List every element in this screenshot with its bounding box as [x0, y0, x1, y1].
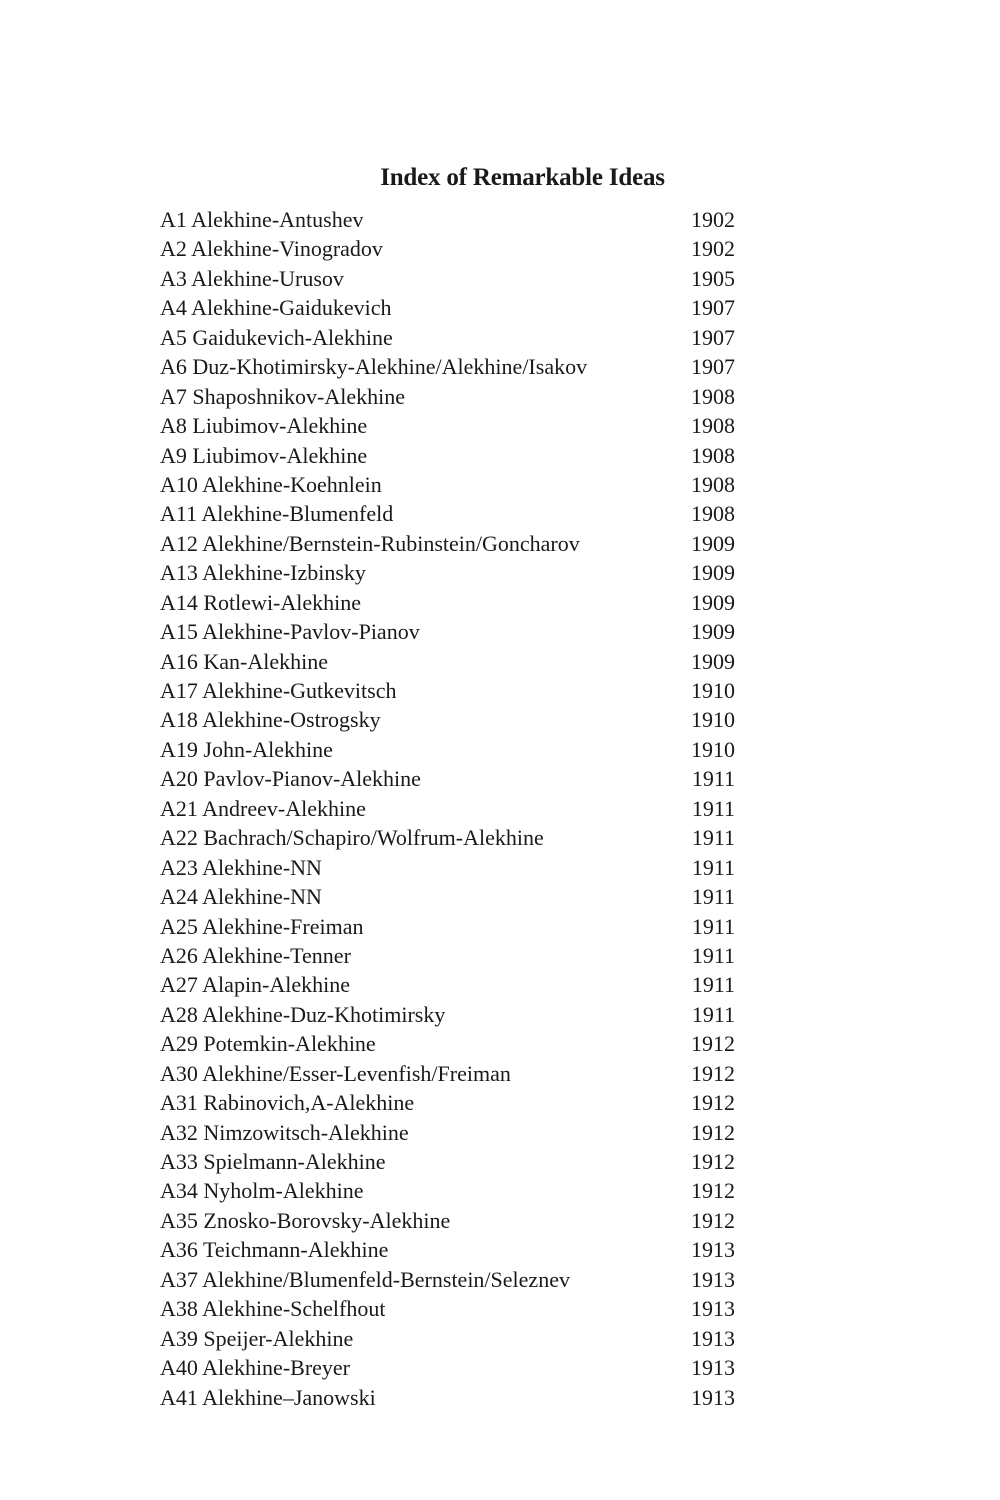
entry-game: A39 Speijer-Alekhine	[160, 1325, 354, 1351]
entry-game: A22 Bachrach/Schapiro/Wolfrum-Alekhine	[160, 825, 544, 851]
entry-game: A6 Duz-Khotimirsky-Alekhine/Alekhine/Isakov	[160, 354, 588, 380]
entry-game: A7 Shaposhnikov-Alekhine	[160, 383, 406, 409]
entry-year: 1909	[691, 530, 735, 556]
index-entry	[160, 234, 735, 263]
entry-year: 1912	[691, 1207, 735, 1233]
entry-game: A16 Kan-Alekhine	[160, 648, 329, 674]
entry-year: 1909	[691, 589, 735, 615]
entry-year: 1912	[691, 1090, 735, 1116]
entry-year: 1911	[691, 1001, 735, 1027]
index-entry	[160, 970, 735, 999]
index-entry	[160, 382, 735, 411]
entry-year: 1907	[691, 295, 735, 321]
index-entry	[160, 529, 735, 558]
index-entry	[160, 1147, 735, 1176]
entry-game: A1 Alekhine-Antushev	[160, 207, 364, 232]
index-entry	[160, 1294, 735, 1323]
entry-game: A33 Spielmann-Alekhine	[160, 1149, 386, 1174]
entry-year: 1913	[691, 1266, 735, 1292]
entry-year: 1909	[691, 560, 735, 586]
entry-game: A37 Alekhine/Blumenfeld-Bernstein/Seleznev	[160, 1266, 570, 1292]
index-entry	[160, 1353, 735, 1382]
entry-game: A9 Liubimov-Alekhine	[160, 442, 368, 468]
entry-year: 1909	[691, 619, 735, 645]
index-entry	[160, 323, 735, 352]
entry-year: 1908	[691, 471, 735, 497]
entry-game: A32 Nimzowitsch-Alekhine	[160, 1119, 409, 1145]
index-entry	[160, 1235, 735, 1264]
entry-game: A17 Alekhine-Gutkevitsch	[160, 678, 397, 703]
entry-game: A12 Alekhine/Bernstein-Rubinstein/Goncharov	[160, 530, 580, 556]
index-entry	[160, 853, 735, 882]
entry-year: 1905	[691, 265, 735, 291]
index-entry	[160, 1206, 735, 1235]
entry-year: 1907	[691, 324, 735, 350]
entry-year: 1913	[691, 1384, 735, 1410]
entry-year: 1908	[691, 413, 735, 439]
entry-year: 1911	[691, 795, 735, 821]
entry-game: A34 Nyholm-Alekhine	[160, 1178, 364, 1204]
entry-year: 1902	[691, 207, 735, 232]
index-entry	[160, 1029, 735, 1058]
index-entry	[160, 470, 735, 499]
entry-year: 1913	[691, 1325, 735, 1351]
entry-game: A28 Alekhine-Duz-Khotimirsky	[160, 1001, 446, 1027]
index-entry	[160, 1118, 735, 1147]
entry-game: A25 Alekhine-Freiman	[160, 913, 364, 939]
entry-year: 1910	[691, 678, 735, 703]
entry-game: A40 Alekhine-Breyer	[160, 1355, 350, 1381]
entry-game: A13 Alekhine-Izbinsky	[160, 560, 366, 586]
index-entry	[160, 352, 735, 381]
entry-game: A19 John-Alekhine	[160, 736, 333, 762]
entry-game: A35 Znosko-Borovsky-Alekhine	[160, 1207, 451, 1233]
index-entry	[160, 764, 735, 793]
entry-year: 1913	[691, 1237, 735, 1263]
index-entry	[160, 1176, 735, 1205]
entry-year: 1912	[691, 1178, 735, 1204]
entry-game: A21 Andreev-Alekhine	[160, 795, 366, 821]
index-entry	[160, 676, 735, 705]
entry-year: 1908	[691, 442, 735, 468]
entry-game: A41 Alekhine–Janowski	[160, 1384, 376, 1410]
index-entry	[160, 705, 735, 734]
entry-game: A10 Alekhine-Koehnlein	[160, 471, 382, 497]
index-entry	[160, 1088, 735, 1117]
entry-year: 1912	[691, 1031, 735, 1057]
entry-game: A18 Alekhine-Ostrogsky	[160, 707, 381, 733]
index-entry	[160, 941, 735, 970]
entry-game: A27 Alapin-Alekhine	[160, 972, 351, 998]
entry-game: A3 Alekhine-Urusov	[160, 265, 344, 291]
index-entry	[160, 558, 735, 587]
index-entry	[160, 794, 735, 823]
entry-year: 1902	[691, 236, 735, 262]
entry-year: 1912	[691, 1060, 735, 1086]
entry-year: 1912	[691, 1149, 735, 1174]
entry-game: A4 Alekhine-Gaidukevich	[160, 295, 392, 321]
entry-game: A8 Liubimov-Alekhine	[160, 413, 368, 439]
entry-year: 1910	[691, 707, 735, 733]
entry-game: A11 Alekhine-Blumenfeld	[160, 501, 394, 527]
entry-game: A24 Alekhine-NN	[160, 884, 322, 910]
entry-year: 1911	[691, 825, 735, 851]
entry-game: A20 Pavlov-Pianov-Alekhine	[160, 766, 421, 792]
entry-game: A14 Rotlewi-Alekhine	[160, 589, 362, 615]
entry-game: A2 Alekhine-Vinogradov	[160, 236, 383, 262]
entry-year: 1911	[691, 972, 735, 998]
index-entry	[160, 882, 735, 911]
page-title: Index of Remarkable Ideas	[380, 163, 665, 191]
index-entry	[160, 1383, 735, 1412]
index-entry	[160, 912, 735, 941]
entry-game: A38 Alekhine-Schelfhout	[160, 1296, 386, 1322]
entry-year: 1912	[691, 1119, 735, 1145]
index-entry	[160, 823, 735, 852]
entry-year: 1910	[691, 736, 735, 762]
index-entry	[160, 1265, 735, 1294]
entry-year: 1911	[691, 942, 735, 968]
index-entry	[160, 293, 735, 322]
index-entry	[160, 1000, 735, 1029]
entry-year: 1911	[691, 913, 735, 939]
entry-game: A36 Teichmann-Alekhine	[160, 1237, 389, 1263]
entry-year: 1911	[691, 766, 735, 792]
index-entry	[160, 735, 735, 764]
index-list	[160, 205, 735, 1412]
index-entry	[160, 1324, 735, 1353]
index-entry	[160, 617, 735, 646]
index-entry	[160, 588, 735, 617]
entry-game: A5 Gaidukevich-Alekhine	[160, 324, 393, 350]
index-entry	[160, 205, 735, 234]
entry-year: 1909	[691, 648, 735, 674]
entry-game: A15 Alekhine-Pavlov-Pianov	[160, 619, 420, 645]
entry-game: A23 Alekhine-NN	[160, 854, 322, 880]
index-entry	[160, 499, 735, 528]
entry-year: 1913	[691, 1296, 735, 1322]
entry-game: A31 Rabinovich,A-Alekhine	[160, 1090, 415, 1116]
entry-game: A30 Alekhine/Esser-Levenfish/Freiman	[160, 1060, 511, 1086]
index-entry	[160, 411, 735, 440]
entry-game: A29 Potemkin-Alekhine	[160, 1031, 376, 1057]
index-entry	[160, 647, 735, 676]
index-entry	[160, 264, 735, 293]
entry-year: 1911	[691, 854, 735, 880]
entry-year: 1908	[691, 383, 735, 409]
entry-year: 1908	[691, 501, 735, 527]
index-entry	[160, 441, 735, 470]
entry-year: 1913	[691, 1355, 735, 1381]
entry-year: 1911	[691, 884, 735, 910]
entry-game: A26 Alekhine-Tenner	[160, 942, 351, 968]
index-entry	[160, 1059, 735, 1088]
entry-year: 1907	[691, 354, 735, 380]
